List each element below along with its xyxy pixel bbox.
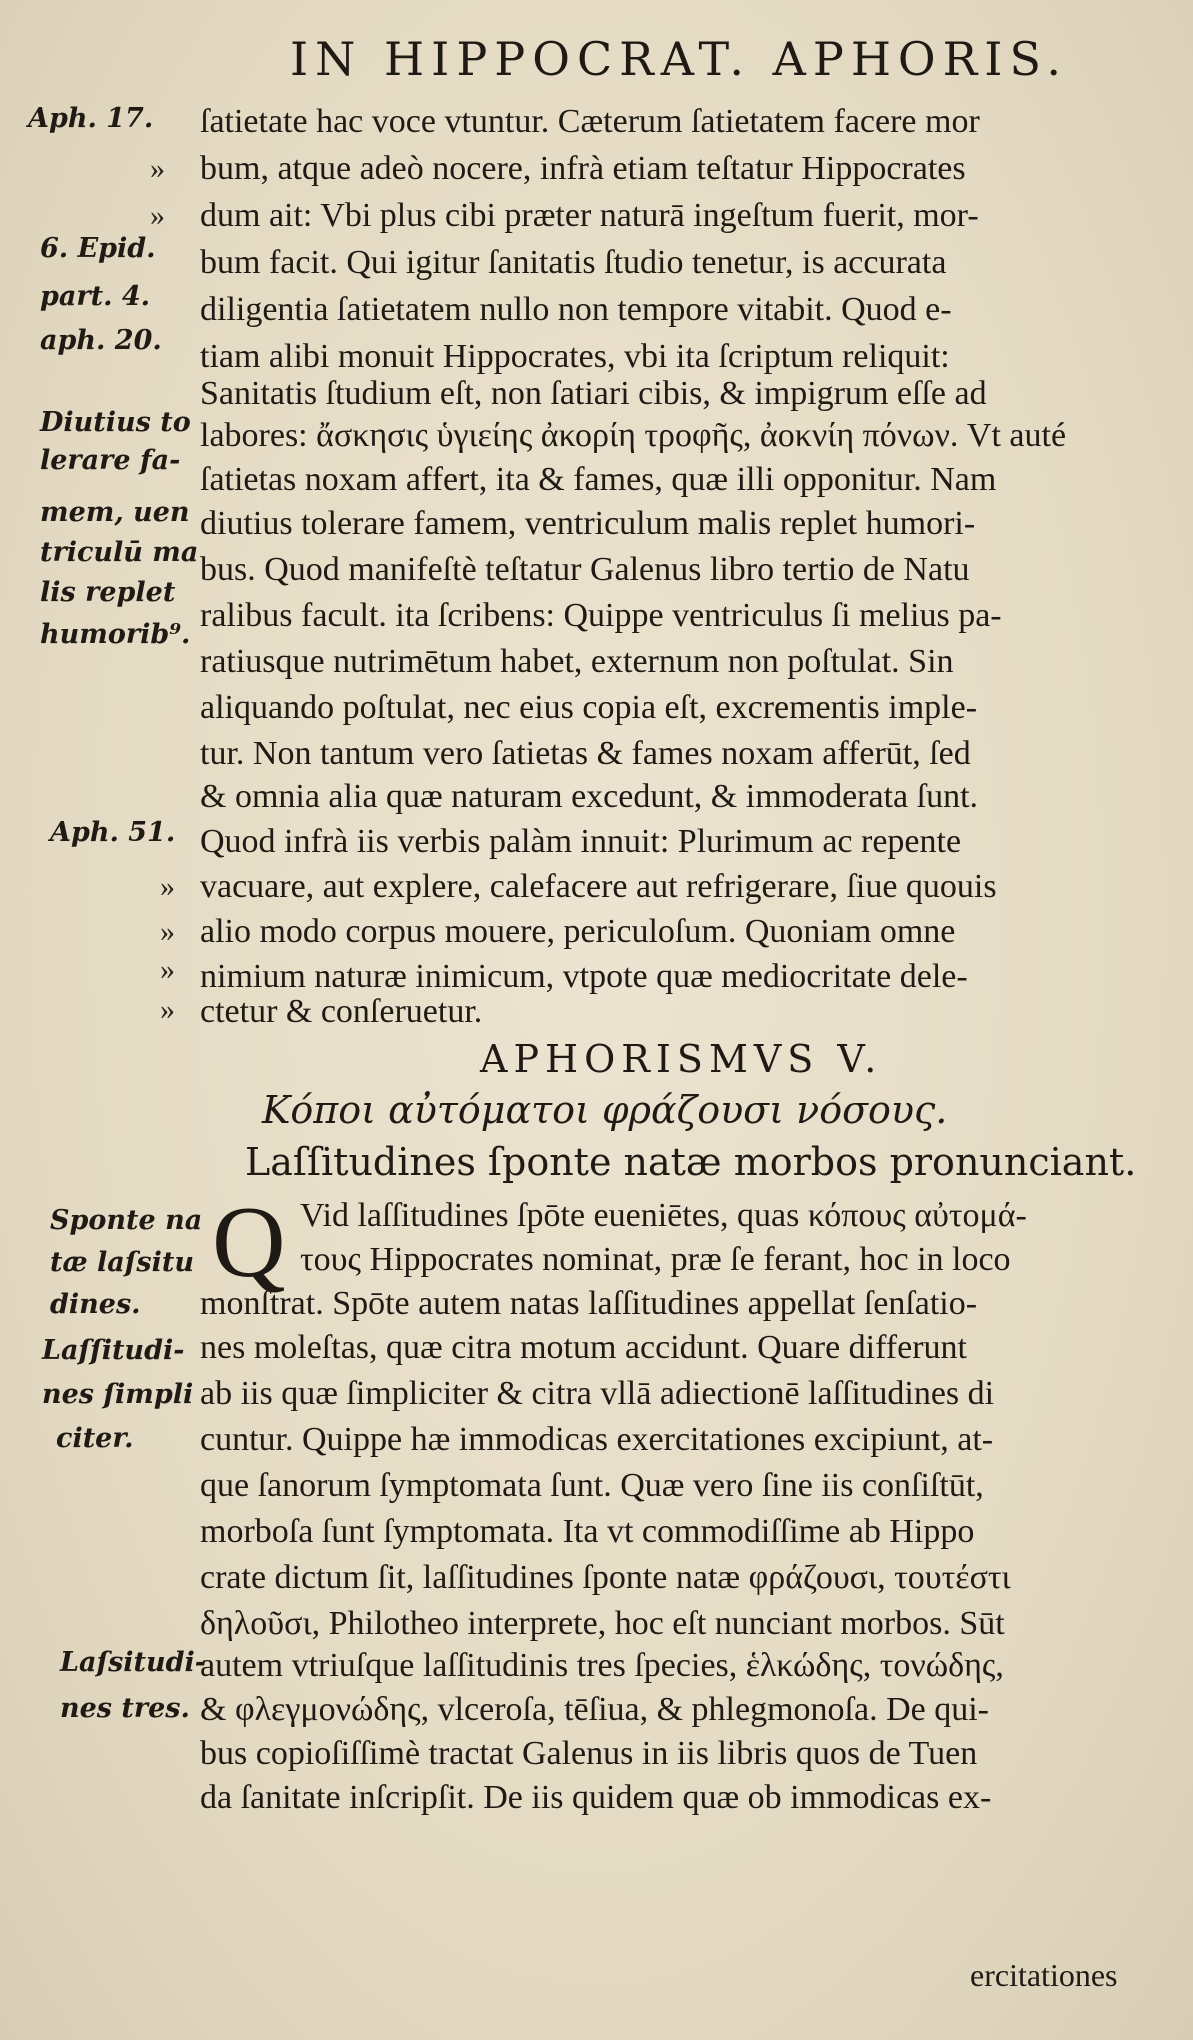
margin-note: citer. [56,1423,134,1454]
running-head: IN HIPPOCRAT. APHORIS. [290,32,1068,86]
quote-mark: » [160,870,175,903]
text-line: Quod infrà iis verbis palàm innuit: Plurimum ac repente [200,823,962,860]
margin-note: aph. 20. [40,325,162,356]
text-line: cuntur. Quippe hæ immodicas exercitationes excipiunt, at- [200,1421,994,1458]
text-line: diligentia ſatietatem nullo non tempore vitabit. Quod e- [200,291,952,328]
margin-note: tæ laſsitu [50,1247,194,1278]
margin-note: Aph. 17. [28,103,154,134]
text-line: ab iis quæ ſimpliciter & citra vllā adiectionē laſſitudines di [200,1375,995,1412]
catchword: ercitationes [970,1957,1118,1993]
greek-title: Κόποι αὐτόματοι φράζουσι νόσους. [262,1088,948,1132]
margin-note: dines. [50,1289,141,1320]
text-line: bus. Quod manifeſtè teſtatur Galenus libro tertio de Natu [200,551,970,588]
drop-cap: Q [212,1186,286,1299]
text-line: & omnia alia quæ naturam excedunt, & immoderata ſunt. [200,778,979,815]
text-line: dum ait: Vbi plus cibi præter naturā ingeſtum fuerit, mor- [200,197,979,234]
text-line: bum facit. Qui igitur ſanitatis ſtudio tenetur, is accurata [200,244,947,281]
text-line: da ſanitate inſcripſit. De iis quidem quæ ob immodicas ex- [200,1779,992,1816]
text-line: bus copioſiſſimè tractat Galenus in iis libris quos de Tuen [200,1735,978,1772]
margin-note: lis replet [40,577,176,608]
text-line: & φλεγμονώδης, vlceroſa, tēſiua, & phlegmonoſa. De qui- [200,1691,989,1728]
text-line: nes moleſtas, quæ citra motum accidunt. Quare differunt [200,1329,967,1366]
margin-note: part. 4. [40,281,151,312]
text-line: monſtrat. Spōte autem natas laſſitudines appellat ſenſatio- [200,1285,978,1322]
margin-note: nes ſimpli [42,1379,194,1410]
text-line: bum, atque adeò nocere, infrà etiam teſtatur Hippocrates [200,150,966,187]
margin-note: Laſſitudi- [42,1335,185,1366]
text-line: ſatietas noxam affert, ita & fames, quæ illi opponitur. Nam [200,461,997,498]
text-line: alio modo corpus mouere, periculoſum. Quoniam omne [200,913,956,950]
latin-title: Laſſitudines ſponte natæ morbos pronunciant. [245,1140,1137,1184]
text-line: Vid laſſitudines ſpōte eueniētes, quas κόπους αὐτομά- [300,1197,1027,1234]
text-line: tur. Non tantum vero ſatietas & fames noxam afferūt, ſed [200,735,971,772]
section-title: APHORISMVS V. [480,1037,883,1081]
margin-note: mem, uen [40,497,190,528]
margin-note: nes tres. [60,1693,190,1724]
quote-mark: » [160,993,175,1026]
text-line: τους Hippocrates nominat, præ ſe ferant, hoc in loco [300,1241,1011,1278]
quote-mark: » [150,199,165,232]
text-line: ratiusque nutrimētum habet, externum non poſtulat. Sin [200,643,954,680]
margin-note: Laſsitudi- [60,1647,206,1678]
margin-note: Diutius to [40,407,191,438]
text-line: nimium naturæ inimicum, vtpote quæ mediocritate dele- [200,958,968,995]
text-line: crate dictum ſit, laſſitudines ſponte natæ φράζουσι, τουτέστι [200,1559,1011,1596]
quote-mark: » [160,915,175,948]
text-line: ralibus facult. ita ſcribens: Quippe ventriculus ſi melius pa- [200,597,1002,634]
text-line: que ſanorum ſymptomata ſunt. Quæ vero ſine iis conſiſtūt, [200,1467,984,1504]
text-line: Sanitatis ſtudium eſt, non ſatiari cibis, & impigrum eſſe ad [200,375,987,412]
quote-mark: » [150,152,165,185]
quote-mark: » [160,953,175,986]
text-line: labores: ἄσκησις ὑγιείης ἀκορίη τροφῆς, ἀοκνίη πόνων. Vt auté [200,417,1067,454]
text-line: vacuare, aut explere, calefacere aut refrigerare, ſiue quouis [200,868,997,905]
text-line: ctetur & conſeruetur. [200,993,483,1030]
margin-note: Aph. 51. [50,817,176,848]
margin-note: 6. Epid. [40,233,156,264]
text-line: diutius tolerare famem, ventriculum malis replet humori- [200,505,976,542]
text-line: morboſa ſunt ſymptomata. Ita vt commodiſſime ab Hippo [200,1513,975,1550]
text-line: tiam alibi monuit Hippocrates, vbi ita ſcriptum reliquit: [200,338,950,375]
margin-note: triculū ma [40,537,199,568]
text-line: δηλοῦσι, Philotheo interprete, hoc eſt nunciant morbos. Sūt [200,1605,1005,1642]
text-line: autem vtriuſque laſſitudinis tres ſpecies, ἑλκώδης, τονώδης, [200,1647,1004,1684]
margin-note: lerare fa- [40,445,181,476]
margin-note: Sponte na [50,1205,203,1236]
text-line: aliquando poſtulat, nec eius copia eſt, excrementis imple- [200,689,978,726]
margin-note: humorib⁹. [40,619,191,650]
text-line: ſatietate hac voce vtuntur. Cæterum ſatietatem facere mor [200,103,980,140]
